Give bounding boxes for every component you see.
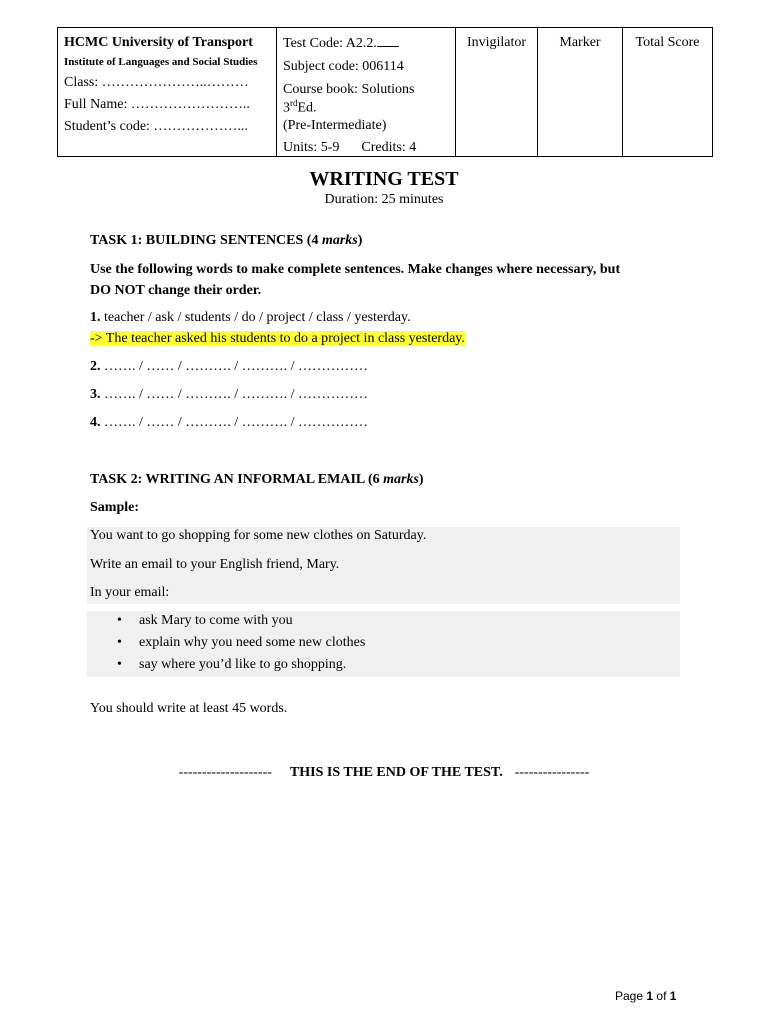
total-score-label: Total Score <box>635 35 700 50</box>
task1-instruction: Use the following words to make complete sentences. Make changes where necessary, but DO NOT change their order. <box>90 262 621 298</box>
task1-item-1: 1. teacher / ask / students / do / project / class / yesterday. <box>90 310 411 325</box>
credits: Credits: 4 <box>361 139 417 155</box>
page-number: Page 1 of 1 <box>615 989 677 1003</box>
task2-sample-label: Sample: <box>90 500 139 515</box>
student-info-cell <box>58 28 277 157</box>
task2-bullet-list <box>117 612 365 678</box>
units: Units: 5-9 <box>283 139 340 155</box>
student-code-field: Student’s code: ………………... <box>64 118 248 134</box>
task2-word-requirement: You should write at least 45 words. <box>90 701 288 716</box>
subject-code: Subject code: 006114 <box>283 58 404 74</box>
institute-name: Institute of Languages and Social Studies <box>64 55 258 68</box>
bullet-icon: • <box>117 635 122 650</box>
end-right-dashes: ---------------- <box>514 765 590 780</box>
list-item: • ask Mary to come with you <box>117 613 293 628</box>
list-item: • explain why you need some new clothes <box>117 635 366 650</box>
invigilator-cell <box>456 28 538 157</box>
task1-item-4: 4. ……. / …… / ………. / ………. / …………… <box>90 415 369 430</box>
full-name-field: Full Name: …………………….. <box>64 96 250 112</box>
class-field: Class: …………………..……… <box>64 74 249 90</box>
end-of-test <box>0 765 768 781</box>
test-info-cell <box>277 28 456 157</box>
course-level: (Pre-Intermediate) <box>283 117 387 133</box>
total-score-cell <box>623 28 713 157</box>
task1-item-2: 2. ……. / …… / ………. / ………. / …………… <box>90 359 369 374</box>
units-credits <box>283 140 449 157</box>
marker-label: Marker <box>559 35 601 50</box>
task1-example-answer: -> The teacher asked his students to do a project in class yesterday. <box>90 331 465 346</box>
page-title: WRITING TEST <box>309 168 459 190</box>
course-book: Course book: Solutions 3rdEd. <box>283 81 415 117</box>
invigilator-label: Invigilator <box>466 35 527 50</box>
end-message: THIS IS THE END OF THE TEST. <box>289 765 503 780</box>
marker-cell <box>538 28 623 157</box>
bullet-icon: • <box>117 613 122 628</box>
task2-prompt-line-3: In your email: <box>90 585 170 600</box>
bullet-icon: • <box>117 657 122 672</box>
list-item: • say where you’d like to go shopping. <box>117 657 347 672</box>
header-table <box>57 27 713 157</box>
duration: Duration: 25 minutes <box>324 192 444 207</box>
end-left-dashes: -------------------- <box>178 765 272 780</box>
test-code: Test Code: A2.2. <box>283 35 449 53</box>
task2-prompt-line-2: Write an email to your English friend, Mary. <box>90 557 340 572</box>
task2-heading: TASK 2: WRITING AN INFORMAL EMAIL (6 marks) <box>90 472 424 487</box>
university-name: HCMC University of Transport <box>64 35 253 50</box>
task1-item-3: 3. ……. / …… / ………. / ………. / …………… <box>90 387 369 402</box>
task1-heading: TASK 1: BUILDING SENTENCES (4 marks) <box>90 233 363 248</box>
task2-prompt-line-1: You want to go shopping for some new clothes on Saturday. <box>90 528 427 543</box>
